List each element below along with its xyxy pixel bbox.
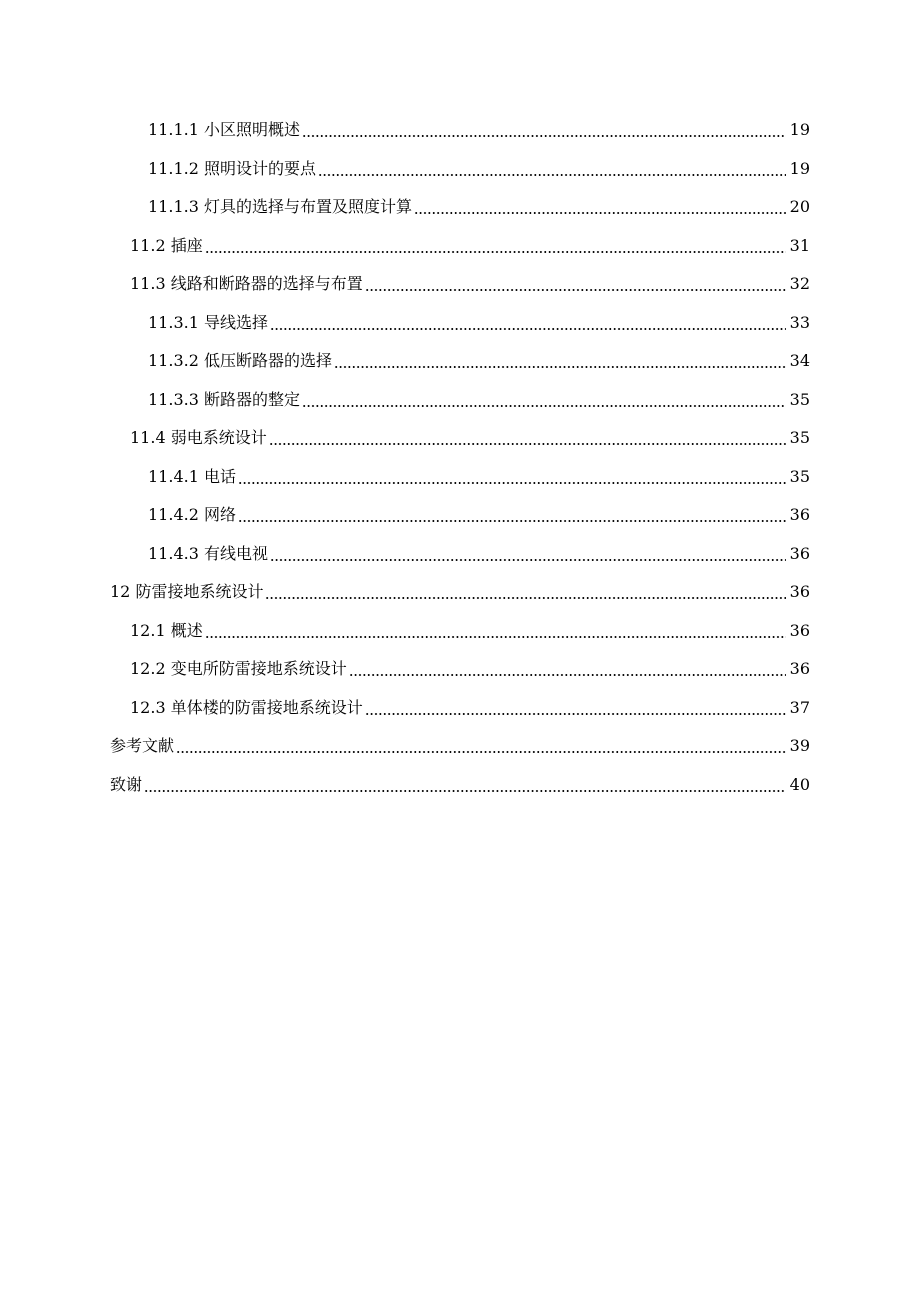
toc-entry-title: 11.4 弱电系统设计 <box>130 428 267 448</box>
toc-entry[interactable] <box>0 535 920 574</box>
dot-leader <box>302 392 786 408</box>
dot-leader <box>365 276 786 292</box>
toc-entry[interactable] <box>0 381 920 420</box>
toc-entry[interactable] <box>0 342 920 381</box>
toc-entry-title: 11.3.1 导线选择 <box>148 312 268 332</box>
toc-entry-title: 11.4.2 网络 <box>148 505 236 525</box>
toc-entry[interactable] <box>0 227 920 266</box>
toc-entry-title: 参考文献 <box>110 736 175 756</box>
toc-entry[interactable] <box>0 766 920 805</box>
toc-entry[interactable] <box>0 111 920 150</box>
toc-entry-page: 36 <box>789 543 810 563</box>
dot-leader <box>302 122 786 138</box>
toc-entry-title: 12.2 变电所防雷接地系统设计 <box>130 659 347 679</box>
toc-entry-page: 35 <box>789 466 810 486</box>
toc-entry-page: 40 <box>789 774 810 794</box>
toc-entry[interactable] <box>0 496 920 535</box>
toc-entry-page: 35 <box>789 428 810 448</box>
toc-entry[interactable] <box>0 573 920 612</box>
toc-entry[interactable] <box>0 727 920 766</box>
toc-entry-title: 11.1.2 照明设计的要点 <box>148 158 316 178</box>
dot-leader <box>144 777 786 793</box>
dot-leader <box>318 161 786 177</box>
toc-entry-page: 19 <box>789 158 810 178</box>
toc-entry[interactable] <box>0 612 920 651</box>
toc-entry-page: 36 <box>789 582 810 602</box>
dot-leader <box>414 199 786 215</box>
toc-entry-page: 34 <box>789 351 810 371</box>
toc-entry-title: 11.3.2 低压断路器的选择 <box>148 351 332 371</box>
toc-entry-title: 12.3 单体楼的防雷接地系统设计 <box>130 697 363 717</box>
toc-entry-page: 36 <box>789 659 810 679</box>
dot-leader <box>238 469 786 485</box>
toc-entry-title: 12.1 概述 <box>130 620 203 640</box>
toc-entry[interactable] <box>0 304 920 343</box>
dot-leader <box>269 430 786 446</box>
toc-entry-page: 31 <box>789 235 810 255</box>
dot-leader <box>176 738 786 754</box>
dot-leader <box>349 661 786 677</box>
toc-entry-title: 11.3.3 断路器的整定 <box>148 389 300 409</box>
toc-entry-title: 11.4.3 有线电视 <box>148 543 268 563</box>
dot-leader <box>334 353 786 369</box>
dot-leader <box>205 238 786 254</box>
toc-entry-title: 11.4.1 电话 <box>148 466 236 486</box>
toc-entry-title: 11.3 线路和断路器的选择与布置 <box>130 274 363 294</box>
toc-entry[interactable] <box>0 265 920 304</box>
dot-leader <box>265 584 786 600</box>
toc-entry-page: 20 <box>789 197 810 217</box>
toc-entry-page: 36 <box>789 505 810 525</box>
table-of-contents <box>0 111 920 804</box>
toc-entry[interactable] <box>0 689 920 728</box>
dot-leader <box>270 546 786 562</box>
toc-entry-title: 12 防雷接地系统设计 <box>110 582 264 602</box>
toc-entry-title: 致谢 <box>110 774 143 794</box>
toc-entry-title: 11.2 插座 <box>130 235 203 255</box>
toc-entry[interactable] <box>0 150 920 189</box>
toc-entry[interactable] <box>0 650 920 689</box>
dot-leader <box>238 507 786 523</box>
toc-entry-page: 33 <box>789 312 810 332</box>
toc-entry-title: 11.1.3 灯具的选择与布置及照度计算 <box>148 197 412 217</box>
toc-entry-title: 11.1.1 小区照明概述 <box>148 120 300 140</box>
toc-entry[interactable] <box>0 419 920 458</box>
dot-leader <box>365 700 786 716</box>
dot-leader <box>205 623 786 639</box>
toc-entry-page: 36 <box>789 620 810 640</box>
toc-entry[interactable] <box>0 188 920 227</box>
toc-entry-page: 32 <box>789 274 810 294</box>
toc-entry[interactable] <box>0 458 920 497</box>
dot-leader <box>270 315 786 331</box>
toc-entry-page: 39 <box>789 736 810 756</box>
toc-entry-page: 37 <box>789 697 810 717</box>
toc-entry-page: 35 <box>789 389 810 409</box>
toc-entry-page: 19 <box>789 120 810 140</box>
